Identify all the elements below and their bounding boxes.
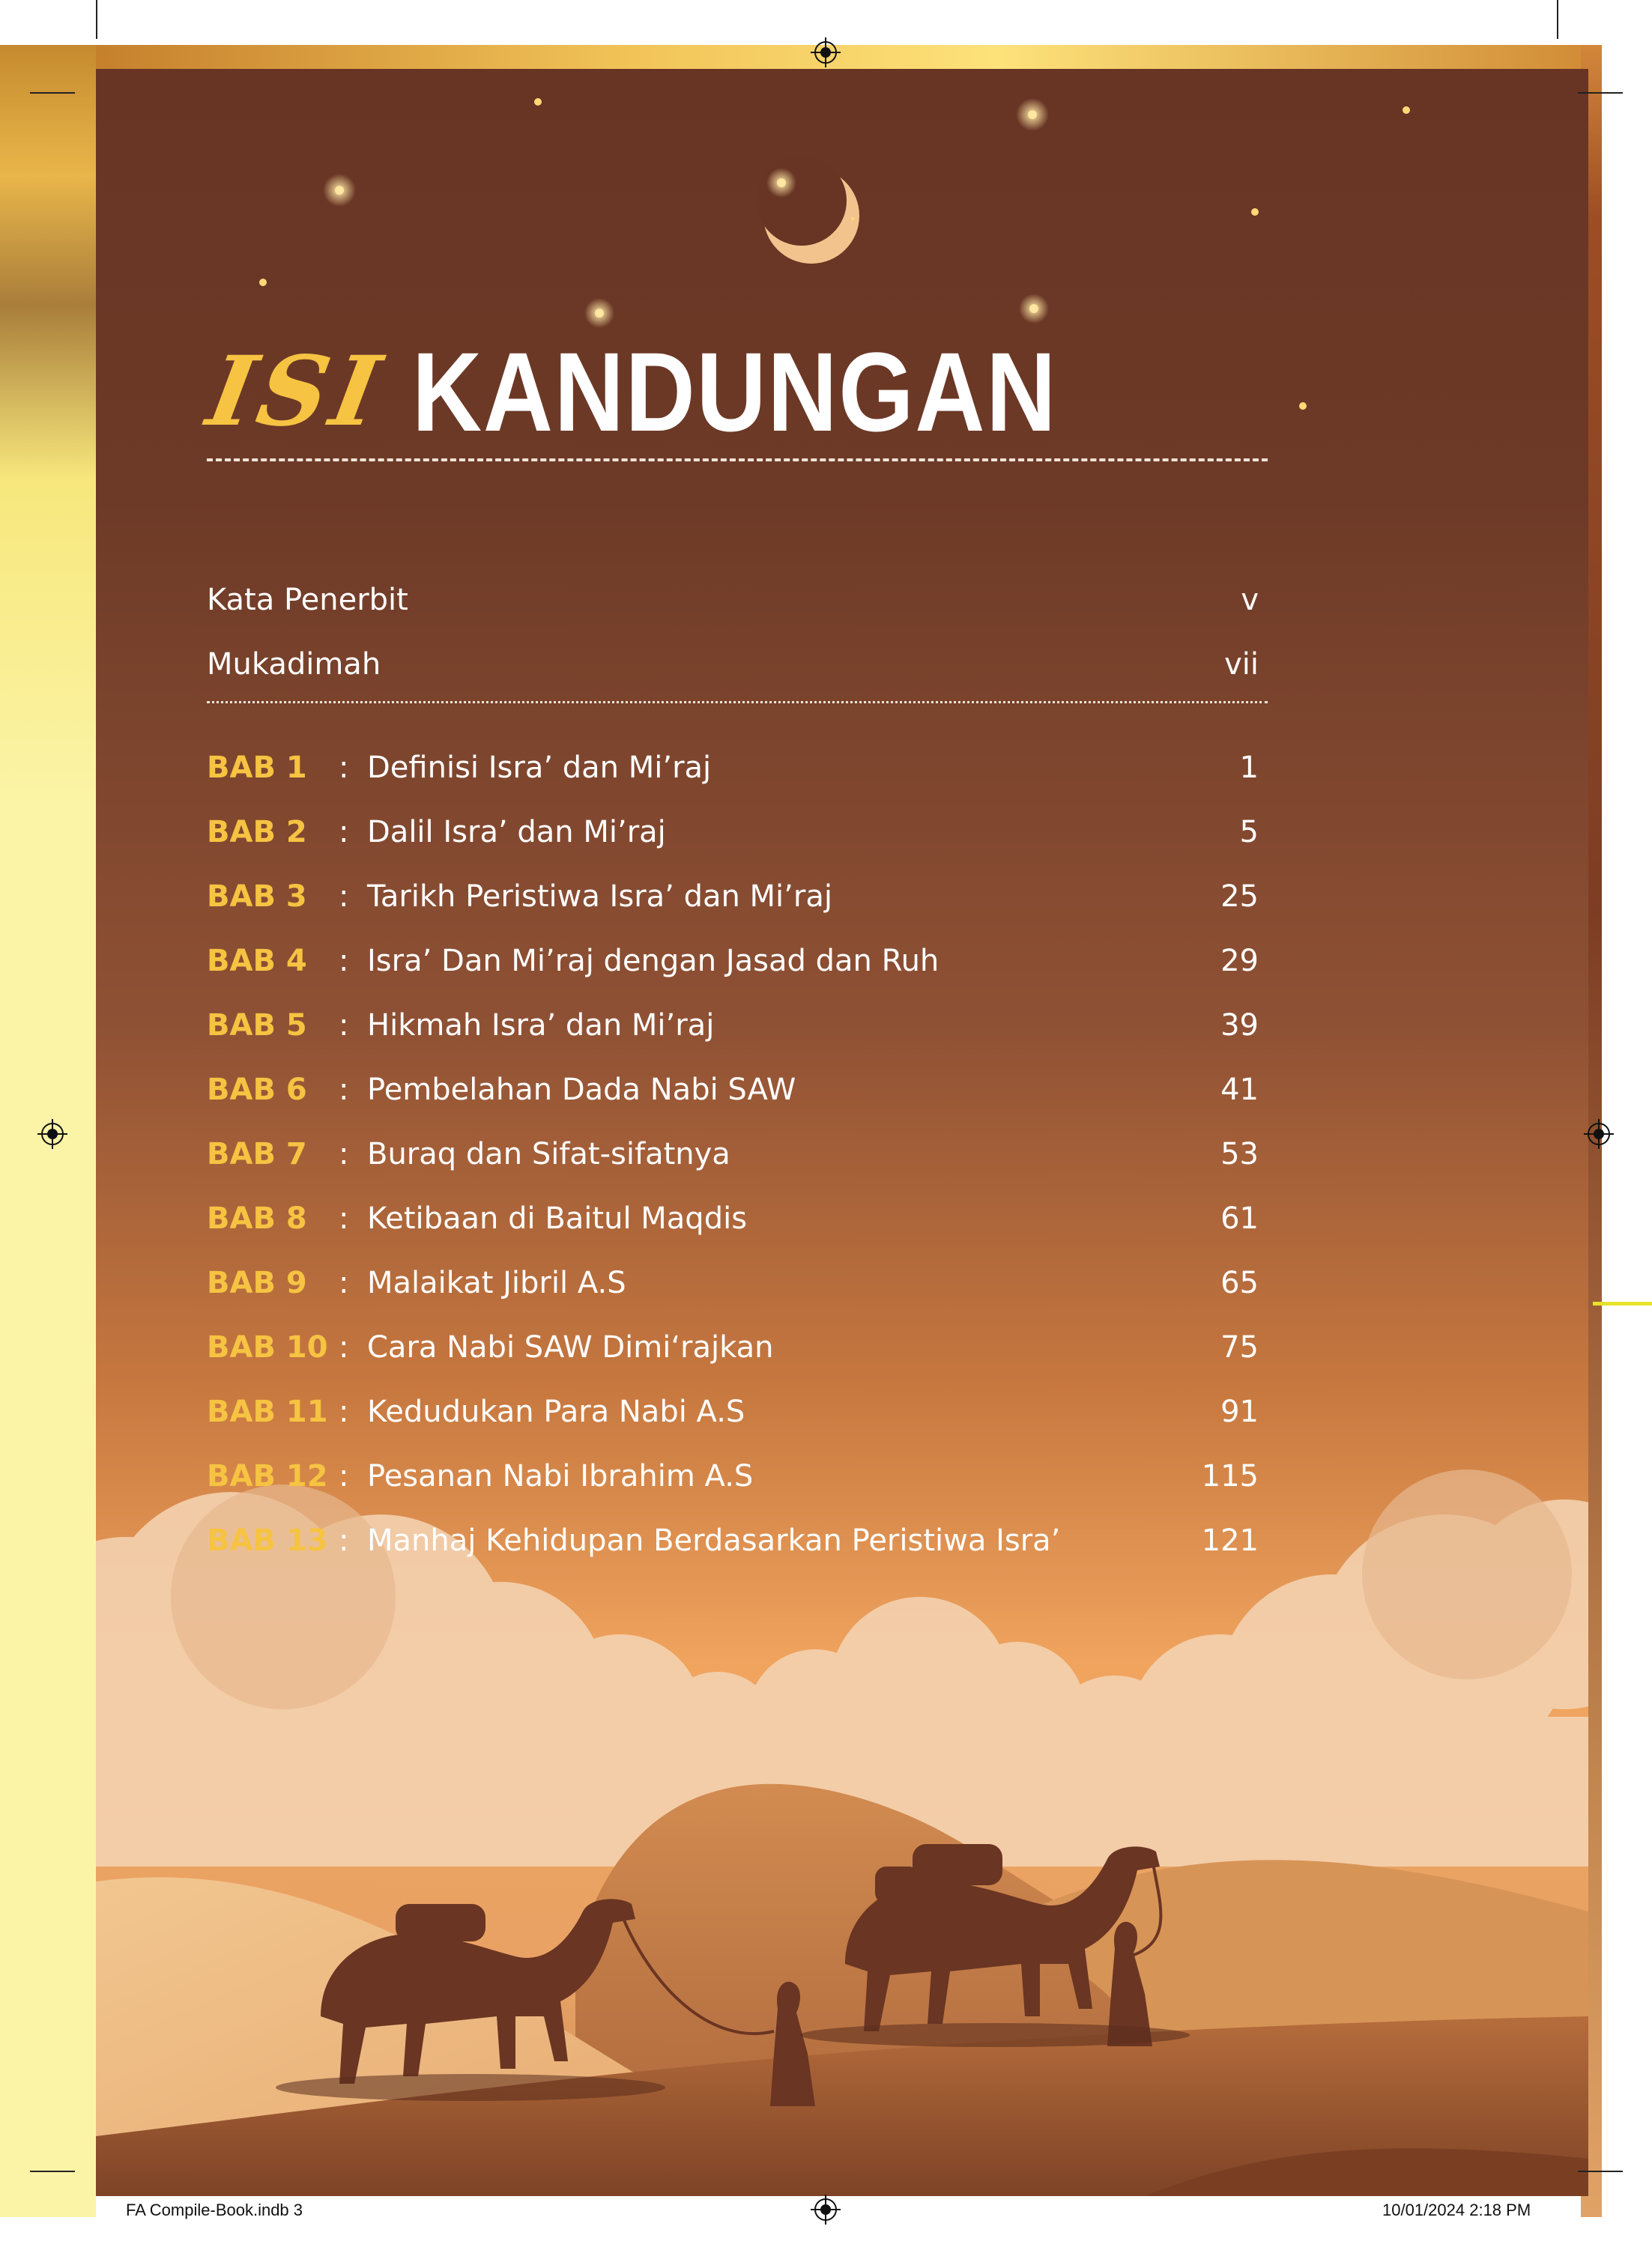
toc-chapter-entry[interactable] — [207, 1509, 1259, 1573]
chapter-number: BAB 7 — [207, 1137, 307, 1171]
chapter-title: Ketibaan di Baitul Maqdis — [367, 1201, 748, 1236]
chapter-page: 1 — [1239, 751, 1259, 785]
toc-chapter-entry[interactable] — [207, 929, 1259, 993]
chapter-page: 115 — [1201, 1459, 1259, 1494]
toc-entry-page: vii — [1224, 647, 1259, 682]
title-divider — [207, 458, 1268, 461]
chapter-title: Definisi Isra’ dan Mi’raj — [367, 751, 712, 785]
chapter-page: 75 — [1220, 1330, 1259, 1365]
chapter-page: 91 — [1220, 1395, 1259, 1429]
toc-front-matter-entry[interactable] — [207, 632, 1259, 697]
chapter-number: BAB 12 — [207, 1459, 328, 1494]
toc-chapter-entry[interactable] — [207, 1380, 1259, 1444]
toc-entry-label: Kata Penerbit — [207, 583, 408, 617]
toc-chapter-entry[interactable] — [207, 800, 1259, 864]
registration-mark-icon — [811, 37, 841, 67]
crop-mark — [1578, 92, 1623, 94]
chapter-separator: : — [339, 1073, 349, 1107]
chapter-separator: : — [339, 1266, 349, 1300]
chapter-page: 39 — [1220, 1008, 1259, 1043]
toc-chapter-entry[interactable] — [207, 864, 1259, 929]
chapter-number: BAB 10 — [207, 1330, 328, 1365]
chapter-number: BAB 8 — [207, 1201, 307, 1236]
chapter-number: BAB 9 — [207, 1266, 307, 1300]
chapter-number: BAB 4 — [207, 944, 307, 978]
slug-timestamp: 10/01/2024 2:18 PM — [1382, 2201, 1531, 2219]
toc-chapter-entry[interactable] — [207, 993, 1259, 1058]
toc-front-matter-entry[interactable] — [207, 568, 1259, 632]
chapter-separator: : — [339, 1201, 349, 1236]
chapter-title: Dalil Isra’ dan Mi’raj — [367, 815, 666, 849]
chapter-page: 53 — [1220, 1137, 1259, 1171]
chapter-title: Tarikh Peristiwa Isra’ dan Mi’raj — [367, 879, 832, 914]
chapter-separator: : — [339, 1137, 349, 1171]
chapter-separator: : — [339, 1395, 349, 1429]
crop-mark — [30, 92, 75, 94]
chapter-separator: : — [339, 1523, 349, 1558]
toc-chapter-entry[interactable] — [207, 1122, 1259, 1186]
chapter-separator: : — [339, 1459, 349, 1494]
chapter-title: Cara Nabi SAW Dimi‘rajkan — [367, 1330, 774, 1365]
chapter-title: Hikmah Isra’ dan Mi’raj — [367, 1008, 715, 1043]
chapter-page: 5 — [1239, 815, 1259, 849]
chapter-separator: : — [339, 815, 349, 849]
chapter-title: Isra’ Dan Mi’raj dengan Jasad dan Ruh — [367, 944, 940, 978]
color-bar-mark — [1593, 1302, 1652, 1306]
chapter-separator: : — [339, 944, 349, 978]
toc-chapter-entry[interactable] — [207, 1444, 1259, 1509]
chapter-title: Pembelahan Dada Nabi SAW — [367, 1073, 796, 1107]
slug-file-info: FA Compile-Book.indb 3 — [126, 2201, 303, 2219]
chapter-title: Pesanan Nabi Ibrahim A.S — [367, 1459, 754, 1494]
chapter-separator: : — [339, 1330, 349, 1365]
chapter-page: 25 — [1220, 879, 1259, 914]
toc-entry-page: v — [1241, 583, 1259, 617]
chapter-number: BAB 3 — [207, 879, 307, 914]
title-script-word: ISI — [199, 336, 393, 448]
chapter-number: BAB 5 — [207, 1008, 307, 1043]
chapter-separator: : — [339, 751, 349, 785]
bleed-top-strip — [96, 45, 1602, 72]
chapter-page: 41 — [1220, 1073, 1259, 1107]
crop-mark — [30, 2171, 75, 2172]
crop-mark — [1557, 0, 1558, 39]
chapter-number: BAB 11 — [207, 1395, 328, 1429]
toc-chapter-entry[interactable] — [207, 736, 1259, 800]
registration-mark-icon — [37, 1119, 67, 1149]
toc-chapter-entry[interactable] — [207, 1058, 1259, 1122]
front-matter-divider — [207, 701, 1268, 703]
title-main-word: KANDUNGAN — [412, 329, 1058, 455]
chapter-title: Manhaj Kehidupan Berdasarkan Peristiwa Isra’ — [367, 1523, 1061, 1558]
registration-mark-icon — [811, 2195, 841, 2225]
toc-chapter-entry[interactable] — [207, 1251, 1259, 1315]
chapter-page: 61 — [1220, 1201, 1259, 1236]
chapter-separator: : — [339, 1008, 349, 1043]
chapter-title: Malaikat Jibril A.S — [367, 1266, 626, 1300]
toc-chapter-entry[interactable] — [207, 1315, 1259, 1380]
crop-mark — [1578, 2171, 1623, 2172]
toc-entry-label: Mukadimah — [207, 647, 381, 682]
chapter-title: Kedudukan Para Nabi A.S — [367, 1395, 745, 1429]
toc-chapter-entry[interactable] — [207, 1186, 1259, 1251]
chapter-separator: : — [339, 879, 349, 914]
chapter-number: BAB 13 — [207, 1523, 328, 1558]
chapter-page: 121 — [1201, 1523, 1259, 1558]
chapter-number: BAB 6 — [207, 1073, 307, 1107]
chapter-page: 29 — [1220, 944, 1259, 978]
registration-mark-icon — [1584, 1119, 1614, 1149]
chapter-number: BAB 2 — [207, 815, 307, 849]
chapter-title: Buraq dan Sifat-sifatnya — [367, 1137, 730, 1171]
chapter-page: 65 — [1220, 1266, 1259, 1300]
page-title — [199, 321, 1162, 455]
chapter-number: BAB 1 — [207, 751, 307, 785]
crop-mark — [96, 0, 97, 39]
